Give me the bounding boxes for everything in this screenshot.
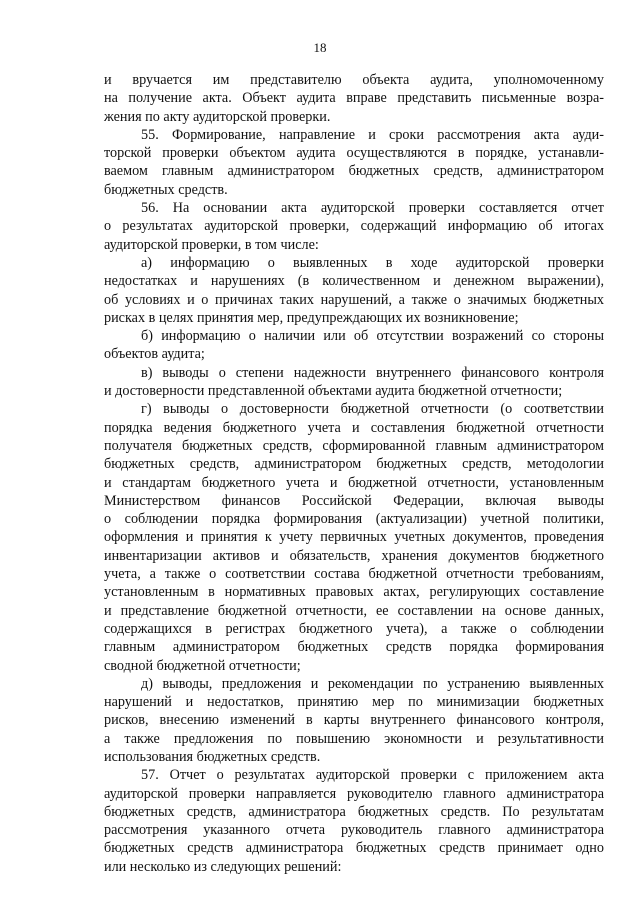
paragraph <box>104 327 604 364</box>
text-line: порядка ведения бюджетного учета и составления бюджетной отчетности <box>104 419 604 436</box>
paragraph <box>104 126 604 199</box>
paragraph <box>104 400 604 674</box>
document-body <box>104 71 604 876</box>
paragraph <box>104 675 604 766</box>
text-line: ваемом главным администратором бюджетных средств, администратором <box>104 163 604 180</box>
text-line: инвентаризации активов и обязательств, хранения документов бюджетного <box>104 547 604 564</box>
text-line: и достоверности представленной объектами аудита бюджетной отчетности; <box>104 383 563 400</box>
text-line: бюджетных средств. <box>104 181 228 198</box>
text-line: торской проверки объектом аудита осуществляются в порядке, устанавли- <box>104 145 604 162</box>
paragraph <box>104 199 604 254</box>
text-line: оформления и принятия к учету первичных учетных документов, проведения <box>104 529 604 546</box>
text-line: а) информацию о выявленных в ходе аудиторской проверки <box>141 254 604 271</box>
text-line: использования бюджетных средств. <box>104 748 321 765</box>
paragraph <box>104 254 604 327</box>
paragraph <box>104 364 604 401</box>
page-number: 18 <box>313 40 327 55</box>
text-line: недостатках и нарушениях (в количественном и денежном выражении), <box>104 273 604 290</box>
text-line: Министерством финансов Российской Федерации, включая выводы <box>104 492 604 509</box>
text-line: в) выводы о степени надежности внутреннего финансового контроля <box>141 364 604 381</box>
text-line: бюджетных средств, администратора бюджетных средств. По результатам <box>104 803 604 820</box>
text-line: и представление бюджетной отчетности, ее составлении на основе данных, <box>104 602 604 619</box>
text-line: бюджетных средств, администратором бюджетных средств, методологии <box>104 456 604 473</box>
text-line: жения по акту аудиторской проверки. <box>104 108 331 125</box>
text-line: 55. Формирование, направление и сроки рассмотрения акта ауди- <box>141 126 604 143</box>
text-line: сводной бюджетной отчетности; <box>104 657 301 674</box>
text-line: бюджетных средств администратора бюджетных средств принимает одно <box>104 840 604 857</box>
text-line: 57. Отчет о результатах аудиторской проверки с приложением акта <box>141 767 604 784</box>
text-line: учета, а также о соответствии состава бюджетной отчетности требованиям, <box>104 566 604 583</box>
text-line: об условиях и о причинах таких нарушений, а также о значимых бюджетных <box>104 291 604 308</box>
text-line: а также предложения по повышению экономности и результативности <box>104 730 604 747</box>
text-line: и стандартам бюджетного учета и бюджетной отчетности, установленным <box>104 474 604 491</box>
text-line: 56. На основании акта аудиторской проверки составляется отчет <box>141 200 604 217</box>
paragraph <box>104 71 604 126</box>
text-line: б) информацию о наличии или об отсутствии возражений со стороны <box>141 328 604 345</box>
text-line: или несколько из следующих решений: <box>104 858 342 875</box>
text-line: аудиторской проверки направляется руководителю главного администратора <box>104 785 604 802</box>
text-line: рассмотрения указанного отчета руководитель главного администратора <box>104 822 604 839</box>
text-line: о результатах аудиторской проверки, содержащий информацию об итогах <box>104 218 604 235</box>
paragraph <box>104 766 604 876</box>
text-line: и вручается им представителю объекта аудита, уполномоченному <box>104 72 604 88</box>
text-line: содержащихся в регистрах бюджетного учета), а также о соблюдении <box>104 620 604 637</box>
text-line: о соблюдении порядка формирования (актуализации) учетной политики, <box>104 511 604 528</box>
text-line: на получение акта. Объект аудита вправе представить письменные возра- <box>104 90 604 107</box>
text-line: д) выводы, предложения и рекомендации по устранению выявленных <box>141 675 604 692</box>
text-line: нарушений и недостатков, принятию мер по минимизации бюджетных <box>104 694 604 711</box>
text-line: г) выводы о достоверности бюджетной отчетности (о соответствии <box>141 401 604 418</box>
text-line: получателя бюджетных средств, сформированной главным администратором <box>104 437 604 454</box>
text-line: установленным в нормативных правовых актах, регулирующих составление <box>104 584 604 601</box>
text-line: рисках в целях принятия мер, предупреждающих их возникновение; <box>104 309 519 326</box>
text-line: главным администратором бюджетных средств порядка формирования <box>104 639 604 656</box>
text-line: аудиторской проверки, в том числе: <box>104 236 319 253</box>
text-line: рисков, внесению изменений в карты внутреннего финансового контроля, <box>104 712 604 729</box>
text-line: объектов аудита; <box>104 346 205 363</box>
